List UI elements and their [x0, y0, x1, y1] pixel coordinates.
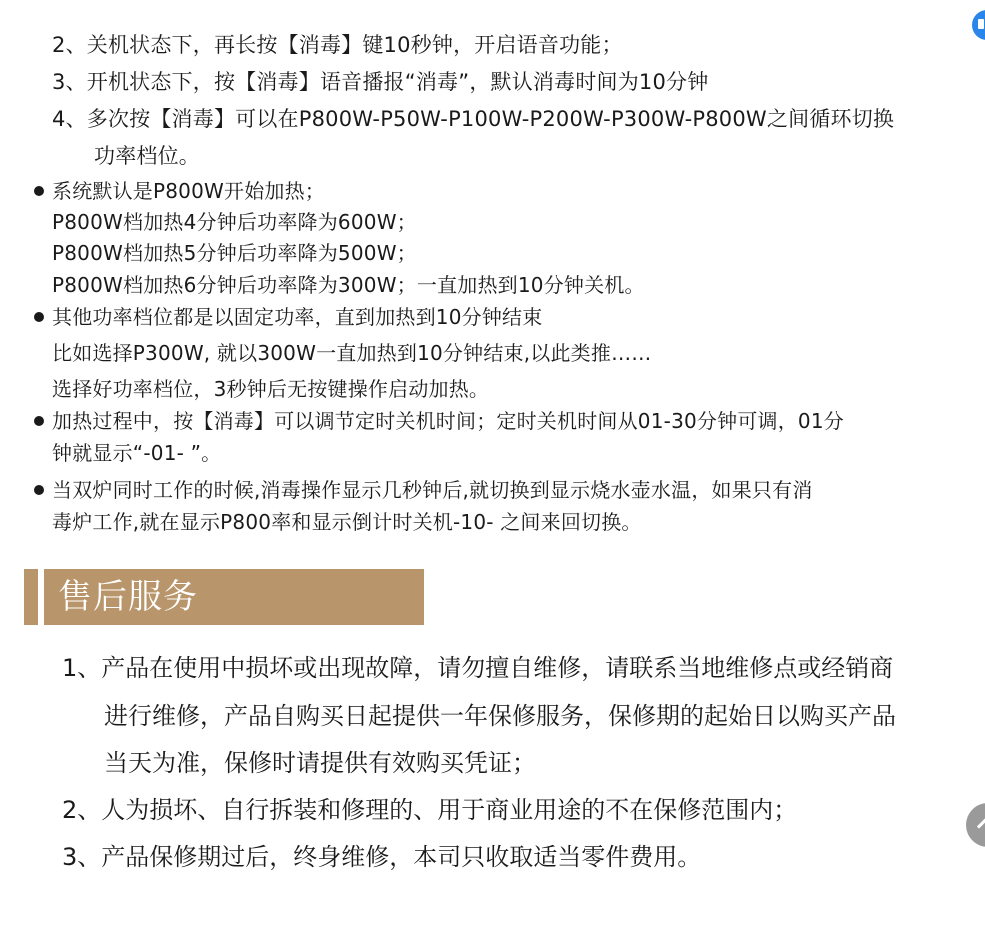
bullet2-line: 比如选择P300W, 就以300W一直加热到10分钟结束,以此类推……: [52, 341, 652, 365]
header-accent-bar: [24, 569, 38, 625]
section-title: 售后服务: [58, 577, 198, 617]
bullet3-line: 加热过程中，按【消毒】可以调节定时关机时间；定时关机时间从01-30分钟可调，01分: [52, 409, 844, 433]
chevron-up-icon: [977, 816, 985, 837]
bullet4-line: 当双炉同时工作的时候,消毒操作显示几秒钟后,就切换到显示烧水壶水温，如果只有消: [52, 478, 813, 502]
service-item-1-continued: 进行维修，产品自购买日起提供一年保修服务，保修期的起始日以购买产品: [104, 702, 896, 730]
bullet4-line: 毒炉工作,就在显示P800率和显示倒计时关机-10- 之间来回切换。: [52, 510, 642, 534]
bullet-icon: [34, 312, 44, 322]
service-item-1: 1、产品在使用中损坏或出现故障，请勿擅自维修，请联系当地维修点或经销商: [62, 654, 894, 682]
bullet3-line: 钟就显示“-01- ”。: [52, 441, 222, 465]
instruction-item-3: 3、开机状态下，按【消毒】语音播报“消毒”，默认消毒时间为10分钟: [52, 70, 709, 94]
floating-action-icon[interactable]: [972, 10, 985, 40]
instruction-item-4: 4、多次按【消毒】可以在P800W-P50W-P100W-P200W-P300W-P800W之间循环切换: [52, 107, 895, 131]
bullet1-line: P800W档加热6分钟后功率降为300W；一直加热到10分钟关机。: [52, 273, 645, 297]
bullet2-line: 选择好功率档位，3秒钟后无按键操作启动加热。: [52, 377, 490, 401]
bullet1-line: P800W档加热4分钟后功率降为600W；: [52, 210, 417, 234]
bullet-icon: [34, 485, 44, 495]
scroll-to-top-icon[interactable]: [966, 803, 985, 847]
bullet-icon: [34, 416, 44, 426]
after-sales-header: [24, 569, 424, 625]
bullet1-line: P800W档加热5分钟后功率降为500W；: [52, 241, 417, 265]
instruction-item-4-continued: 功率档位。: [94, 144, 200, 168]
service-item-1-continued: 当天为准，保修时请提供有效购买凭证；: [104, 749, 536, 777]
bullet2-line: 其他功率档位都是以固定功率，直到加热到10分钟结束: [52, 305, 543, 329]
service-item-3: 3、产品保修期过后，终身维修，本司只收取适当零件费用。: [62, 843, 702, 871]
bullet1-line: 系统默认是P800W开始加热；: [52, 179, 326, 203]
instruction-item-2: 2、关机状态下，再长按【消毒】键10秒钟，开启语音功能；: [52, 33, 623, 57]
floating-action-glyph: [978, 19, 984, 29]
service-item-2: 2、人为损坏、自行拆装和修理的、用于商业用途的不在保修范围内；: [62, 796, 798, 824]
bullet-icon: [34, 186, 44, 196]
